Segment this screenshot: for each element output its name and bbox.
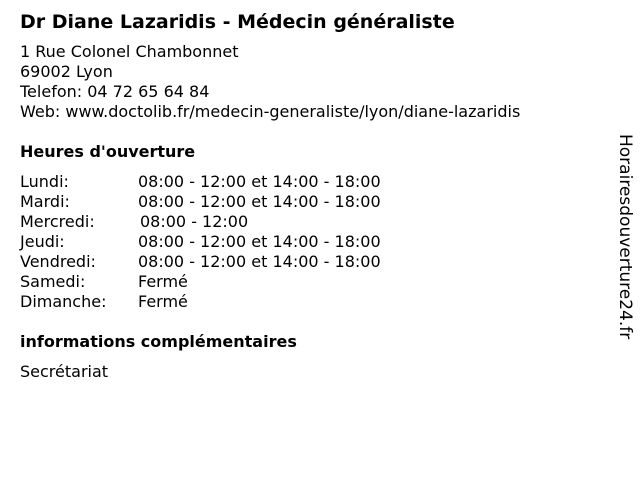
day-hours: Fermé: [138, 272, 188, 291]
hours-row-wednesday: [20, 212, 600, 232]
hours-row-sunday: [20, 292, 600, 312]
address-city: 69002 Lyon: [20, 62, 113, 81]
day-hours: 08:00 - 12:00 et 14:00 - 18:00: [138, 252, 381, 271]
hours-row-tuesday: [20, 192, 600, 212]
day-label: Jeudi:: [20, 232, 65, 251]
day-label: Samedi:: [20, 272, 86, 291]
hours-row-friday: [20, 252, 600, 272]
phone-number[interactable]: Telefon: 04 72 65 64 84: [20, 82, 210, 101]
hours-row-monday: [20, 172, 600, 192]
hours-row-thursday: [20, 232, 600, 252]
day-hours: 08:00 - 12:00 et 14:00 - 18:00: [138, 232, 381, 251]
hours-row-saturday: [20, 272, 600, 292]
day-label: Lundi:: [20, 172, 69, 191]
practice-card: [20, 10, 600, 382]
site-watermark: Horairesdouverture24.fr: [615, 134, 635, 340]
info-text: Secrétariat: [20, 362, 109, 381]
day-hours: 08:00 - 12:00 et 14:00 - 18:00: [138, 192, 381, 211]
day-label: Vendredi:: [20, 252, 96, 271]
hours-table: [20, 172, 600, 312]
day-label: Dimanche:: [20, 292, 107, 311]
address-block: [20, 42, 600, 122]
hours-heading: Heures d'ouverture: [20, 142, 196, 161]
address-street: 1 Rue Colonel Chambonnet: [20, 42, 239, 61]
info-heading: informations complémentaires: [20, 332, 297, 351]
day-hours: 08:00 - 12:00 et 14:00 - 18:00: [138, 172, 381, 191]
day-label: Mardi:: [20, 192, 70, 211]
day-hours: Fermé: [138, 292, 188, 311]
day-hours: 08:00 - 12:00: [140, 212, 249, 231]
website-link[interactable]: Web: www.doctolib.fr/medecin-generaliste/lyon/diane-lazaridis: [20, 102, 521, 121]
day-label: Mercredi:: [20, 212, 95, 231]
page-title: Dr Diane Lazaridis - Médecin généraliste: [20, 11, 455, 33]
